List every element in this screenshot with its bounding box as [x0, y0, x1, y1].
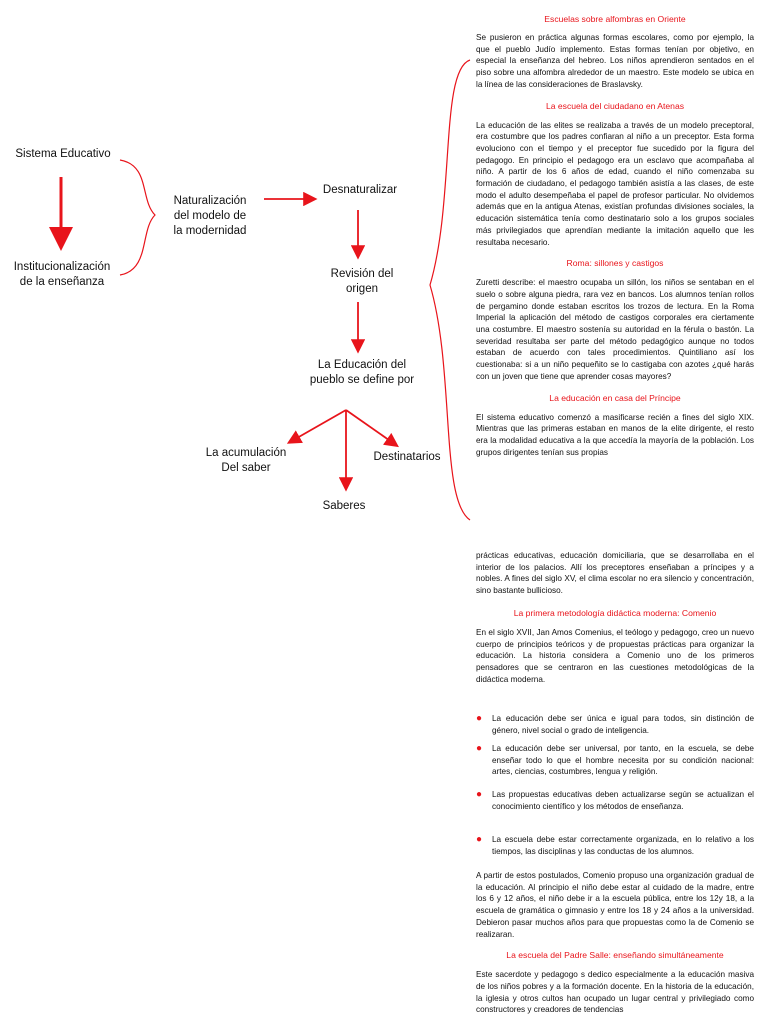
arrow-acumulacion [290, 410, 346, 442]
text-column-top [476, 13, 754, 458]
bullet-item [476, 713, 754, 736]
bullet-item [476, 834, 754, 857]
node-revision-origen: Revisión del origen [330, 268, 394, 295]
section-text-comenio-after: A partir de estos postulados, Comenio propuso una organización gradual de la educación. Al principio el niño debe estar al cuidado de la madre, entre los 6 y 12 años, el niño debe ir a la escuela pública, entre los 12y 18, a la escuela de gramática o gimnasio y entre los 18 y 24 años a la universidad. Debieron pasar muchos años para que propuestas como la de Comenio se realizaran. [476, 871, 754, 939]
text-column-end [476, 870, 754, 1016]
node-acumulacion-saber: La acumulación Del saber [205, 447, 287, 474]
node-destinatarios: Destinatarios [373, 451, 441, 463]
bullet-dot-icon: ● [476, 834, 483, 845]
section-text-oriente: Se pusieron en práctica algunas formas escolares, como por ejemplo, la que el pueblo Judío implemento. Estas formas tenían por objetivo, en especial la enseñanza del hebreo. Los niños aprendieron sentados en el piso sobre una alfombra alrededor de un maestro. Este modelo se ubica en la línea de las consideraciones de Braslavsky. [476, 33, 754, 89]
section-text-comenio: En el siglo XVII, Jan Amos Comenius, el teólogo y pedagogo, creo un nuevo cuerpo de principios teóricos y de propuestas prácticas para organizar la educación. La historia considera a Comenio uno de los primeros pensadores que se centraron en las cuestiones metodológicas de la didáctica moderna. [476, 627, 754, 684]
node-saberes: Saberes [322, 500, 366, 512]
node-desnaturalizar: Desnaturalizar [322, 184, 398, 196]
section-text-atenas: La educación de las elites se realizaba a través de un modelo preceptoral, era costumbre que los padres confiaran al niño a un preceptor. Esta forma evoluciono con el tiempo y el preceptor fue sucedido por la figura del pedagogo. En principio el pedagogo era un esclavo que acompañaba al niño. A partir de los 6 años de edad, cuando el niño comenzaba su formación de ciudadano, el pedagogo también asistía a las clases, de este modo el adulto desempeñaba el papel de profesor particular. No olvidemos además que en la antigua Atenas, existían profundas divisiones sociales, la educación sistemática tenía como destinatario solo a los grupos sociales más privilegiados que aprendían mediante la imitación aquello que les resultaba necesario. [476, 120, 754, 247]
text-column-bottom [476, 550, 754, 685]
bullet-dot-icon: ● [476, 713, 483, 724]
section-text-roma: Zuretti describe: el maestro ocupaba un sillón, los niños se sentaban en el suelo o sobre alguna piedra, rara vez en bancos. Los alumnos tenían rollos de pergamino donde estaban escritos los trozos de lectura. En la Roma Imperial la aplicación del método de castigos corporales era ciertamente una costumbre. El maestro sostenía su autoridad en la férula o bastón. La severidad resultaba ser parte del método pedagógico aunque no todos estaban de acuerdo con tales procedimientos. Quintiliano así los cuestionaba: si a un niño pequeñito se lo castigaba con azotes ¿qué harás con un joven que tiene que aprender cosas mayores? [476, 278, 754, 381]
arrow-destinatarios [346, 410, 396, 445]
section-text-principe-a: El sistema educativo comenzó a masificarse recién a fines del siglo XIX. Mientras que las primeras estaban en manos de la elite dirigente, el resto era la modalidad educativa a la que accedía la mayoría de la población. Los grupos dirigentes tenían sus propias [476, 412, 754, 457]
bullet-dot-icon: ● [476, 789, 483, 800]
brace-left [120, 160, 155, 275]
section-text-principe-b: prácticas educativas, educación domiciliaria, que se desarrollaba en el interior de los palacios. Allí los preceptores enseñaban a príncipes y a nobles. A fines del siglo XV, el clima escolar no era silencio y concentración, sino bastante bullicioso. [476, 551, 754, 596]
bullet-item [476, 789, 754, 812]
bullet-text: La escuela debe estar correctamente organizada, en lo relativo a los tiempos, las disciplinas y las conductas de los alumnos. [492, 835, 754, 856]
node-educacion-pueblo: La Educación del pueblo se define por [309, 359, 415, 386]
bullet-text: La educación debe ser única e igual para todos, sin distinción de género, nivel social o grado de inteligencia. [492, 714, 754, 735]
section-title-salle: La escuela del Padre Salle: enseñando simultáneamente [506, 950, 724, 961]
section-title-comenio: La primera metodología didáctica moderna: Comenio [513, 607, 717, 618]
node-sistema-educativo: Sistema Educativo [15, 148, 111, 160]
section-title-principe: La educación en casa del Príncipe [549, 392, 681, 403]
bullet-item [476, 743, 754, 778]
section-title-roma: Roma: sillones y castigos [566, 258, 664, 269]
section-title-atenas: La escuela del ciudadano en Atenas [545, 100, 685, 111]
section-title-oriente: Escuelas sobre alfombras en Oriente [544, 14, 686, 24]
node-institucionalizacion: Institucionalización de la enseñanza [13, 261, 111, 288]
bullet-dot-icon: ● [476, 743, 483, 754]
section-text-salle: Este sacerdote y pedagogo s dedico especialmente a la educación masiva de los niños pobres y a la formación docente. En la historia de la educación, la iglesia y otros cultos han ocupado un lugar central y privilegiado como constructores y creadores de tendencias [476, 970, 754, 1015]
node-naturalizacion: Naturalización del modelo de la modernidad [173, 195, 247, 237]
bullet-text: Las propuestas educativas deben actualizarse según se actualizan el conocimiento científico y los métodos de enseñanza. [492, 790, 754, 811]
bullet-text: La educación debe ser universal, por tanto, en la escuela, se debe enseñar todo lo que el hombre necesita por su condición nacional: artes, ciencias, costumbres, lengua y religión. [492, 744, 754, 777]
